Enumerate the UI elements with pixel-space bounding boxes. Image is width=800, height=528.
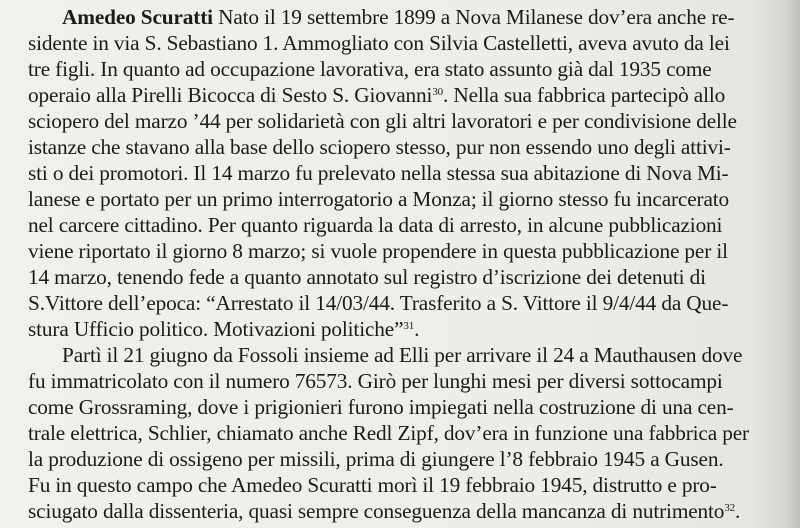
p1-line-9: nel carcere cittadino. Per quanto riguarda la data di arresto, in alcune pubblicazioni bbox=[28, 213, 723, 237]
page-edge-shadow bbox=[786, 0, 800, 528]
p1-line-2: sidente in via S. Sebastiano 1. Ammogliato con Silvia Castelletti, aveva avuto da lei bbox=[28, 31, 730, 55]
p1-line-1-text: Nato il 19 settembre 1899 a Nova Milanese dov’era anche re- bbox=[212, 5, 735, 29]
p2-line-7-after: . bbox=[735, 499, 741, 523]
footnote-ref-30: 30 bbox=[432, 85, 444, 98]
p1-line-3: tre figli. In quanto ad occupazione lavorativa, era stato assunto già dal 1935 come bbox=[28, 57, 712, 81]
p1-line-8: lanese e portato per un primo interrogatorio a Monza; il giorno stesso fu incarcerato bbox=[28, 187, 730, 211]
p1-line-11: 14 marzo, tenendo fede a quanto annotato sul registro d’iscrizione dei detenuti di bbox=[28, 265, 706, 289]
p1-line-13-text: stura Ufficio politico. Motivazioni politiche” bbox=[28, 317, 404, 341]
p2-line-5: la produzione di ossigeno per missili, prima di giungere l’8 febbraio 1945 a Gusen. bbox=[28, 447, 724, 471]
p1-line-4 bbox=[28, 82, 725, 108]
p1-line-7: sti o dei promotori. Il 14 marzo fu prelevato nella stessa sua abitazione di Nova Mi- bbox=[28, 161, 729, 185]
p1-line-10: viene riportato il giorno 8 marzo; si vuole propendere in questa pubblicazione per il bbox=[28, 239, 728, 263]
p2-line-1: Partì il 21 giugno da Fossoli insieme ad Elli per arrivare il 24 a Mauthausen dove bbox=[62, 343, 743, 367]
footnote-ref-31: 31 bbox=[403, 319, 415, 332]
p2-line-7-text: sciugato dalla dissenteria, quasi sempre conseguenza della mancanza di nutrimento bbox=[28, 499, 725, 523]
p1-line-13 bbox=[28, 316, 419, 342]
p1-line-4-after: . Nella sua fabbrica partecipò allo bbox=[443, 83, 726, 107]
p2-line-3: come Grossraming, dove i prigionieri furono impiegati nella costruzione di una cen- bbox=[28, 395, 734, 419]
p2-line-6: Fu in questo campo che Amedeo Scuratti morì il 19 febbraio 1945, distrutto e pro- bbox=[28, 473, 717, 497]
p1-line-4-text: operaio alla Pirelli Bicocca di Sesto S. Giovanni bbox=[28, 83, 433, 107]
p1-line-13-after: . bbox=[414, 317, 420, 341]
p2-line-2: fu immatricolato con il numero 76573. Girò per lunghi mesi per diversi sottocampi bbox=[28, 369, 723, 393]
p1-line-12: S.Vittore dell’epoca: “Arrestato il 14/03/44. Trasferito a S. Vittore il 9/4/44 da Que- bbox=[28, 291, 729, 315]
p1-line-6: istanze che stavano alla base dello sciopero stesso, pur non essendo uno degli attivi- bbox=[28, 135, 731, 159]
p1-line-1 bbox=[62, 4, 734, 30]
p2-line-4: trale elettrica, Schlier, chiamato anche Redl Zipf, dov’era in funzione una fabbrica per bbox=[28, 421, 749, 445]
person-name: Amedeo Scuratti bbox=[62, 5, 213, 29]
footnote-ref-32: 32 bbox=[724, 501, 736, 514]
p1-line-5: sciopero del marzo ’44 per solidarietà con gli altri lavoratori e per condivisione delle bbox=[28, 109, 737, 133]
p2-line-7 bbox=[28, 498, 740, 524]
